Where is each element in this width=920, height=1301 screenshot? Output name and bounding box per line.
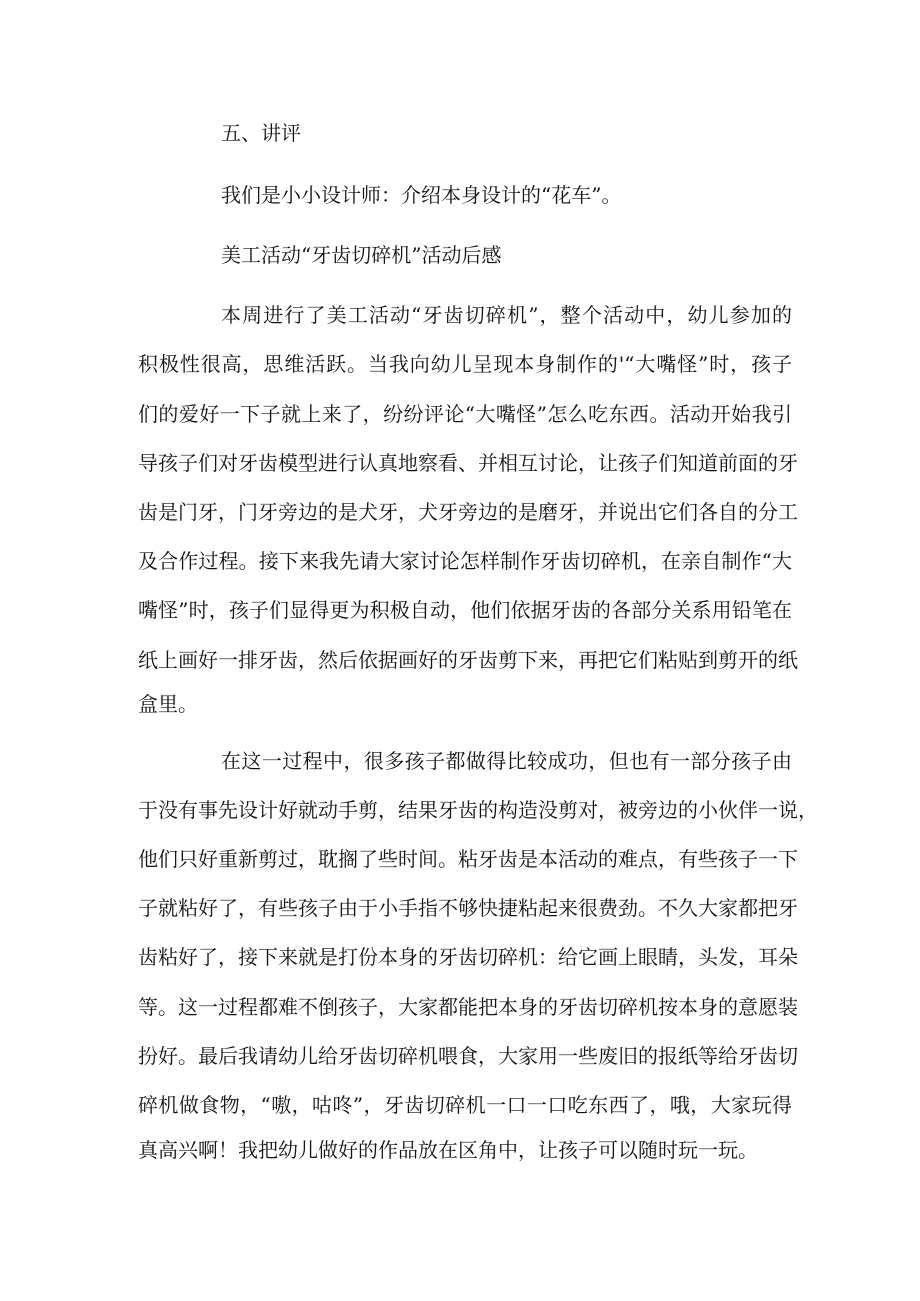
paragraph1-line: 盒里。 [138, 692, 198, 716]
paragraph1-line: 纸上画好一排牙齿，然后依据画好的牙齿剪下来，再把它们粘贴到剪开的纸 [138, 648, 798, 672]
paragraph2-line: 子就粘好了，有些孩子由于小手指不够快捷粘起来很费劲。不久大家都把牙 [138, 896, 798, 920]
paragraph1-line: 们的爱好一下子就上来了，纷纷评论“大嘴怪”怎么吃东西。活动开始我引 [138, 402, 792, 426]
paragraph1-line: 齿是门牙，门牙旁边的是犬牙，犬牙旁边的是磨牙，并说出它们各自的分工 [138, 500, 798, 524]
section-heading: 五、讲评 [221, 121, 301, 145]
paragraph1-line: 本周进行了美工活动“牙齿切碎机”，整个活动中，幼儿参加的 [221, 303, 792, 327]
paragraph2-line: 碎机做食物，“嗷，咕咚”，牙齿切碎机一口一口吃东西了，哦，大家玩得 [138, 1093, 792, 1117]
paragraph2-line: 等。这一过程都难不倒孩子，大家都能把本身的牙齿切碎机按本身的意愿装 [138, 995, 798, 1019]
paragraph2-line: 真高兴啊！我把幼儿做好的作品放在区角中，让孩子可以随时玩一玩。 [138, 1138, 758, 1162]
paragraph1-line: 及合作过程。接下来我先请大家讨论怎样制作牙齿切碎机，在亲自制作“大 [138, 549, 792, 573]
paragraph1-line: 导孩子们对牙齿模型进行认真地察看、并相互讨论，让孩子们知道前面的牙 [138, 451, 798, 475]
essay-title: 美工活动“牙齿切碎机”活动后感 [221, 243, 502, 267]
paragraph1-line: 积极性很高，思维活跃。当我向幼儿呈现本身制作的'“大嘴怪”时，孩子 [138, 352, 792, 376]
paragraph2-line: 齿粘好了，接下来就是打份本身的牙齿切碎机：给它画上眼睛，头发，耳朵 [138, 945, 798, 969]
paragraph1-line: 嘴怪”时，孩子们显得更为积极自动，他们依据牙齿的各部分关系用铅笔在 [138, 598, 792, 622]
paragraph2-line: 他们只好重新剪过，耽搁了些时间。粘牙齿是本活动的难点，有些孩子一下 [138, 847, 798, 871]
paragraph2-line: 在这一过程中，很多孩子都做得比较成功，但也有一部分孩子由 [221, 749, 792, 773]
paragraph2-line: 扮好。最后我请幼儿给牙齿切碎机喂食，大家用一些废旧的报纸等给牙齿切 [138, 1044, 798, 1068]
paragraph2-line: 于没有事先设计好就动手剪，结果牙齿的构造没剪对，被旁边的小伙伴一说， [138, 798, 818, 822]
intro-line: 我们是小小设计师：介绍本身设计的“花车”。 [221, 183, 622, 207]
